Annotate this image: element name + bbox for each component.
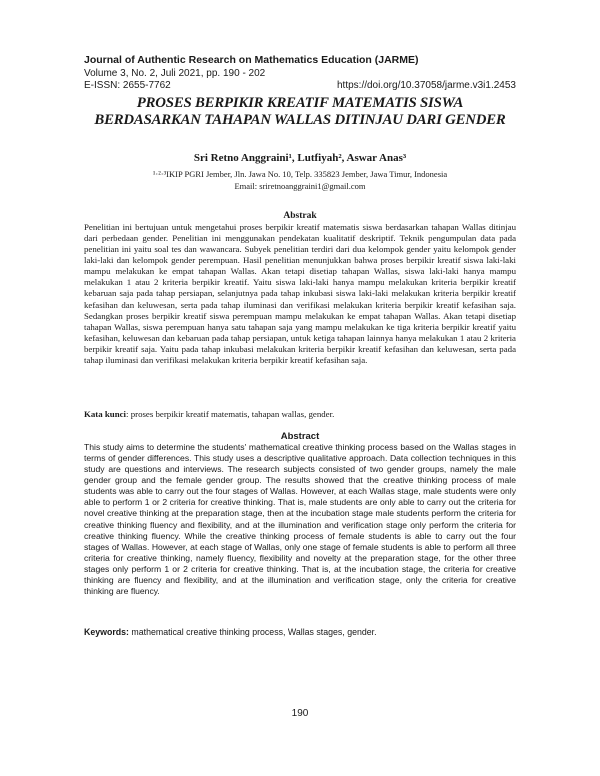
volume-info: Volume 3, No. 2, Juli 2021, pp. 190 - 202: [84, 68, 266, 79]
affiliation: ¹·²·³IKIP PGRI Jember, Jln. Jawa No. 10, Telp. 335823 Jember, Jawa Timur, Indonesia: [152, 169, 448, 179]
keywords: [84, 627, 516, 637]
title-line-2: BERDASARKAN TAHAPAN WALLAS DITINJAU DARI GENDER: [94, 112, 506, 128]
abstrak-heading: Abstrak: [283, 211, 317, 221]
paper-title: [84, 95, 516, 129]
kata-kunci: [84, 409, 516, 419]
author-email: Email: sriretnoanggraini1@gmail.com: [234, 181, 366, 191]
journal-name: Journal of Authentic Research on Mathematics Education (JARME): [84, 54, 419, 66]
eissn: E-ISSN: 2655-7762: [84, 80, 171, 91]
keywords-text: mathematical creative thinking process, Wallas stages, gender.: [128, 627, 377, 637]
doi-link[interactable]: https://doi.org/10.37058/jarme.v3i1.2453: [336, 80, 516, 91]
page-number: 190: [291, 708, 309, 719]
abstract-body: This study aims to determine the students' mathematical creative thinking process based on the Wallas stages in terms of gender differences. This study uses a descriptive qualitative approach. Data collection techniques in this study are questions and interviews. The research subjects consisted of two gender groups, namely the male gender group and the female gender group. The results showed that the creative thinking process of male students was able to carry out the four stages of Wallas. However, at each Wallas stage, male students were only able to perform 1 or 2 criteria for creative thinking. That is, male students are only able to carry out the criteria for novel creative thinking at the preparation stage, then at the incubation stage male students perform the criteria for creative thinking fluency and flexibility, and at the illumination and verification stage only perform the criteria for creative thinking fluency. While the creative thinking process of female students is able to carry out the four stages of Wallas. However, at each stage of Wallas, only one stage of female students is able to perform all three criteria for creative thinking, namely fluency, flexibility and novelty at the preparation stage, for the other three stages only perform 1 or 2 criteria for creative thinking. That is, at the incubation stage, the criteria for creative thinking are fluency and flexibility, and at the illumination and verification stage, only the criteria for creative thinking are fluency.: [84, 442, 516, 597]
abstrak-body: Penelitian ini bertujuan untuk mengetahui proses berpikir kreatif matematis siswa berdasarkan tahapan Wallas ditinjau dari perbedaan gender. Penelitian ini menggunakan pendekatan kualitatif deskriptif. Teknik pengumpulan data pada penelitian ini yaitu soal tes dan wawancara. Subyek penelitian terdiri dari dua kelompok gender yaitu kelompok gender laki-laki dan kelompok gender perempuan. Hasil penelitian menunjukkan bahwa proses berpikir kreatif siswa laki-laki mampu melakukan ke empat tahapan Wallas. Akan tetapi disetiap tahapan Wallas, siswa laki-laki hanya mampu melakukan 1 atau 2 kriteria berpikir kreatif. Yaitu siswa laki-laki hanya mampu melakukan kriteria berpikir kreatif kebaruan saja pada tahap persiapan, selanjutnya pada tahap inkubasi siswa laki-laki melakukan kriteria berpikir kreatif kefasihan dan keluwesan, serta pada tahap iluminasi dan verifikasi melakukan kriteria berpikir kreatif kefasihan saja. Sedangkan proses berpikir kreatif siswa perempuan mampu melakukan ke empat tahapan Wallas. Akan tetapi disetiap tahapan Wallas, siswa perempuan hanya satu tahapan saja yang mampu melakukan ke tiga kriteria berpikir kreatif yaitu kefasihan, keluwesan dan kebaruan pada tahap persiapan, untuk ketiga tahapan lainnya hanya melakukan 1 atau 2 kriteria berpikir kreatif saja. Yaitu pada tahap inkubasi melakukan kriteria berpikir kreatif kefasihan dan keluwesan, serta pada tahap iluminasi dan verifikasi melakukan kriteria berpikir kreatif kefasihan saja.: [84, 222, 516, 365]
keywords-label: Keywords:: [84, 627, 129, 637]
authors: Sri Retno Anggraini¹, Lutfiyah², Aswar Anas³: [193, 152, 407, 164]
kata-kunci-label: Kata kunci: [84, 409, 127, 419]
kata-kunci-text: : proses berpikir kreatif matematis, tahapan wallas, gender.: [126, 409, 335, 419]
abstract-heading: Abstract: [280, 431, 320, 442]
title-line-1: PROSES BERPIKIR KREATIF MATEMATIS SISWA: [136, 95, 464, 111]
